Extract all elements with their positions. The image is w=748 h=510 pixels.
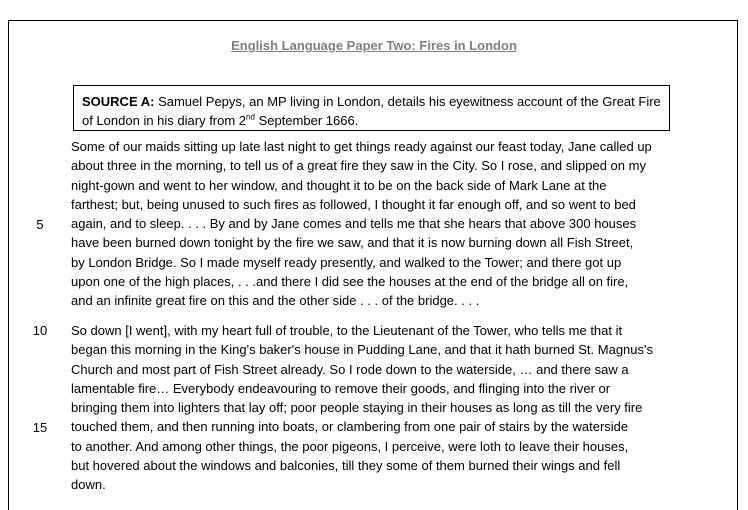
text-line: began this morning in the King's baker's house in Pudding Lane, and that it hath burned St. Magnus's — [71, 342, 653, 358]
document-title: English Language Paper Two: Fires in London — [231, 38, 517, 53]
text-line: So down [I went], with my heart full of trouble, to the Lieutenant of the Tower, who tells me that it — [71, 323, 623, 338]
text-line: night-gown and went to her window, and thought it to be on the back side of Mark Lane at the — [71, 177, 607, 193]
text-line: to another. And among other things, the poor pigeons, I perceive, were loth to leave their houses, — [71, 438, 629, 454]
line-number-15: 15 — [32, 420, 48, 435]
source-box — [73, 85, 670, 131]
text-line: Church and most part of Fish Street already. So I rode down to the waterside, … and there saw a — [71, 361, 629, 377]
text-line: down. — [71, 477, 106, 493]
paragraph-2 — [71, 321, 681, 495]
line-number-5: 5 — [36, 217, 44, 232]
source-description: Samuel Pepys, an MP living in London, details his eyewitness account of the Great Fire of London in his diary from 2 — [82, 94, 661, 128]
line-number-10: 10 — [32, 323, 48, 338]
text-line: farthest; but, being unused to such fires as followed, I thought it far enough off, and so went to bed — [71, 196, 636, 212]
text-line: again, and to sleep. . . . By and by Jane comes and tells me that she hears that above 300 houses — [71, 216, 637, 232]
text-line: bringing them into lighters that lay off; poor people staying in their houses as long as till the very fire — [71, 400, 643, 416]
text-line: by London Bridge. So I made myself ready presently, and walked to the Tower; and there got up — [71, 254, 622, 270]
text-line: touched them, and then running into boats, or clambering from one pair of stairs by the waterside — [71, 419, 629, 435]
date-superscript: nd — [246, 112, 255, 122]
paragraph-1 — [71, 137, 681, 311]
text-line: about three in the morning, to tell us of a great fire they saw in the City. So I rose, and slipped on my — [71, 158, 646, 174]
text-line: upon one of the high places, . . .and there I did see the houses at the end of the bridge all on fire, — [71, 274, 629, 290]
source-label: SOURCE A: — [82, 94, 155, 109]
source-date-tail: September 1666. — [254, 113, 359, 128]
text-line: and an infinite great fire on this and the other side . . . of the bridge. . . . — [71, 293, 480, 309]
text-line: Some of our maids sitting up late last night to get things ready against our feast today, Jane called up — [71, 139, 652, 154]
text-line: but hovered about the windows and balconies, till they some of them burned their wings and fell — [71, 458, 621, 474]
text-line: have been burned down tonight by the fire we saw, and that it is now burning down all Fish Street, — [71, 235, 634, 251]
text-line: lamentable fire… Everybody endeavouring to remove their goods, and flinging into the river or — [71, 380, 611, 396]
